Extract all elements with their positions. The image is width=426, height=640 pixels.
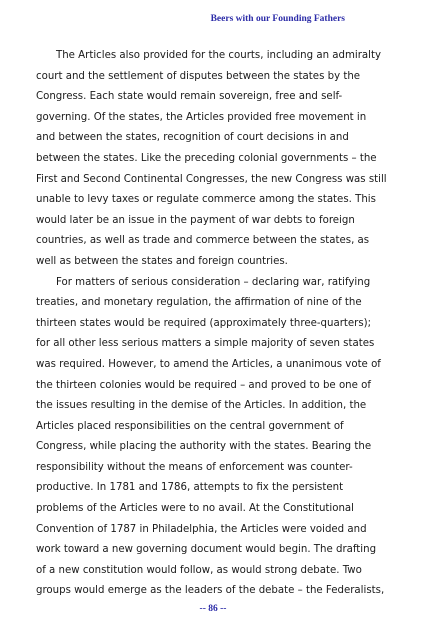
paragraph-2-line-2: treaties, and monetary regulation, the affirmation of nine of the bbox=[36, 297, 362, 309]
paragraph-1-line-10: countries, as well as trade and commerce between the states, as bbox=[36, 235, 370, 247]
paragraph-2-line-11: productive. In 1781 and 1786, attempts to fix the persistent bbox=[36, 482, 344, 494]
page-number: -- 86 -- bbox=[199, 604, 227, 614]
paragraph-1-line-8: unable to levy taxes or regulate commerce among the states. This bbox=[36, 194, 376, 206]
paragraph-1-line-2: court and the settlement of disputes between the states by the bbox=[36, 70, 361, 82]
paragraph-2-line-4: for all other less serious matters a simple majority of seven states bbox=[36, 338, 375, 350]
paragraph-2-line-6: the thirteen colonies would be required – and proved to be one of bbox=[36, 379, 371, 391]
paragraph-2-line-7: the issues resulting in the demise of the Articles. In addition, the bbox=[36, 400, 367, 412]
paragraph-2-line-16: groups would emerge as the leaders of the debate – the Federalists, bbox=[36, 585, 385, 597]
paragraph-1-line-7: First and Second Continental Congresses, the new Congress was still bbox=[36, 173, 387, 185]
paragraph-1-line-9: would later be an issue in the payment of war debts to foreign bbox=[36, 214, 355, 226]
paragraph-2-line-1: For matters of serious consideration – declaring war, ratifying bbox=[56, 276, 371, 288]
paragraph-1-line-11: well as between the states and foreign countries. bbox=[36, 255, 288, 267]
paragraph-1-line-4: governing. Of the states, the Articles provided free movement in bbox=[36, 111, 367, 123]
paragraph-2-line-10: responsibility without the means of enforcement was counter- bbox=[36, 461, 353, 473]
paragraph-2-line-5: was required. However, to amend the Articles, a unanimous vote of bbox=[36, 358, 381, 370]
body-text bbox=[36, 46, 387, 602]
paragraph-2-line-8: Articles placed responsibilities on the central government of bbox=[36, 420, 344, 432]
paragraph-2-line-9: Congress, while placing the authority with the states. Bearing the bbox=[36, 441, 372, 453]
paragraph-1-line-3: Congress. Each state would remain sovereign, free and self- bbox=[36, 91, 343, 103]
paragraph-2-line-12: problems of the Articles were to no avail. At the Constitutional bbox=[36, 503, 355, 515]
paragraph-1-line-1: The Articles also provided for the courts, including an admiralty bbox=[56, 50, 382, 61]
paragraph-2-line-15: of a new constitution would follow, as would strong debate. Two bbox=[36, 564, 362, 576]
running-header-title: Beers with our Founding Fathers bbox=[210, 14, 345, 24]
paragraph-2-line-13: Convention of 1787 in Philadelphia, the Articles were voided and bbox=[36, 523, 367, 535]
paragraph-1-line-5: and between the states, recognition of court decisions in and bbox=[36, 132, 349, 144]
paragraph-1-line-6: between the states. Like the preceding colonial governments – the bbox=[36, 152, 377, 164]
paragraph-2-line-14: work toward a new governing document would begin. The drafting bbox=[36, 544, 377, 556]
paragraph-2-line-3: thirteen states would be required (approximately three-quarters); bbox=[36, 317, 372, 329]
